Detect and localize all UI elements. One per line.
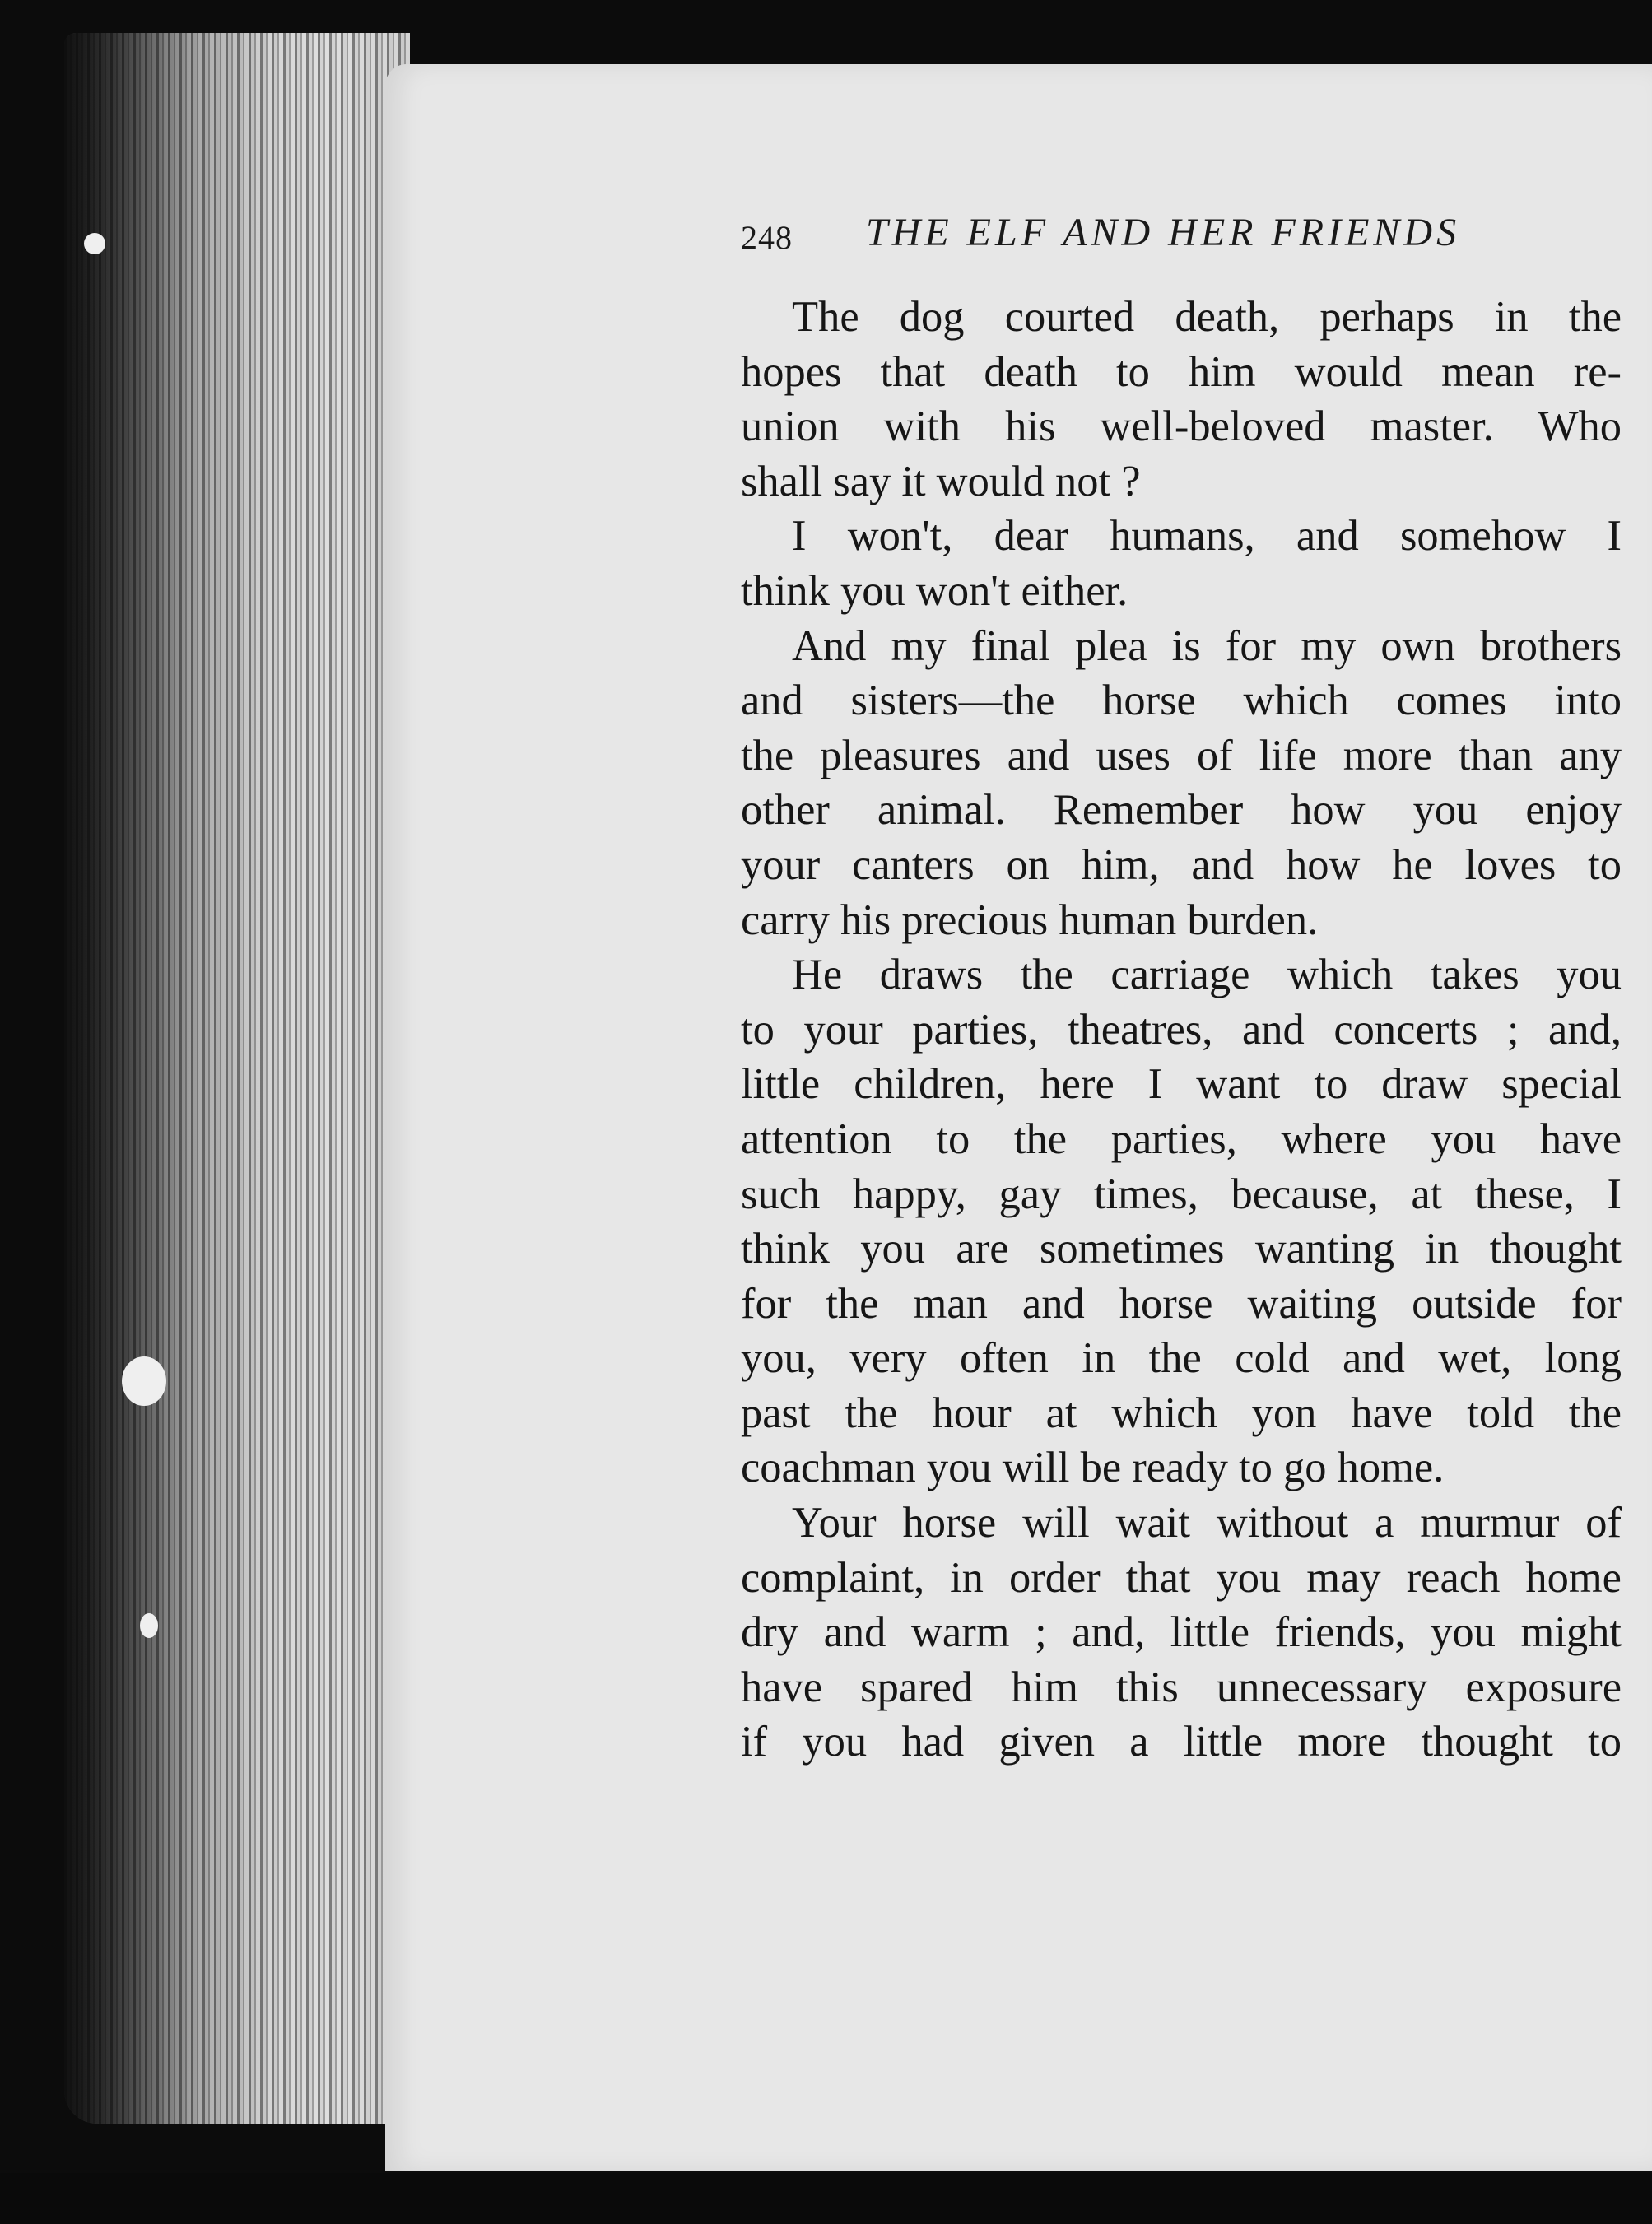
text-line: little children, here I want to draw special bbox=[741, 1060, 1622, 1109]
paragraph bbox=[741, 1496, 1622, 1770]
text-line: for the man and horse waiting outside for bbox=[741, 1279, 1622, 1328]
text-line: I won't, dear humans, and somehow I bbox=[792, 512, 1622, 561]
text-line: the pleasures and uses of life more than any bbox=[741, 731, 1622, 779]
text-line: carry his precious human burden. bbox=[741, 896, 1319, 944]
text-line: you, very often in the cold and wet, long bbox=[741, 1334, 1622, 1383]
page-number: 248 bbox=[741, 219, 793, 256]
text-line: attention to the parties, where you have bbox=[741, 1114, 1622, 1163]
paragraph bbox=[741, 619, 1622, 948]
text-line: complaint, in order that you may reach home bbox=[741, 1553, 1622, 1602]
text-line: think you won't either. bbox=[741, 566, 1128, 615]
page-edges-shadow bbox=[64, 33, 410, 2124]
text-line: have spared him this unnecessary exposure bbox=[741, 1663, 1622, 1711]
text-line: to your parties, theatres, and concerts ; and, bbox=[741, 1005, 1622, 1054]
book-title: THE ELF AND HER FRIENDS bbox=[866, 211, 1461, 254]
text-line: hopes that death to him would mean re- bbox=[741, 347, 1622, 396]
text-line: dry and warm ; and, little friends, you might bbox=[741, 1608, 1622, 1657]
text-line: The dog courted death, perhaps in the bbox=[792, 293, 1622, 341]
paragraph bbox=[741, 509, 1622, 618]
text-line: coachman you will be ready to go home. bbox=[741, 1444, 1445, 1492]
scan-artifact-spot bbox=[84, 233, 105, 254]
text-line: think you are sometimes wanting in thought bbox=[741, 1225, 1622, 1273]
text-line: He draws the carriage which takes you bbox=[792, 951, 1622, 999]
text-line: other animal. Remember how you enjoy bbox=[741, 786, 1622, 835]
text-line: past the hour at which yon have told the bbox=[741, 1389, 1622, 1437]
text-line: if you had given a little more thought to bbox=[741, 1718, 1622, 1766]
paragraph bbox=[741, 290, 1622, 509]
text-line: And my final plea is for my own brothers bbox=[792, 621, 1622, 670]
text-line: such happy, gay times, because, at these, I bbox=[741, 1170, 1622, 1218]
scan-artifact-spot bbox=[140, 1613, 158, 1638]
scan-artifact-spot bbox=[122, 1356, 166, 1406]
text-line: Your horse will wait without a murmur of bbox=[792, 1499, 1622, 1547]
text-line: shall say it would not ? bbox=[741, 457, 1141, 505]
paragraph bbox=[741, 947, 1622, 1496]
scan-bottom-border bbox=[0, 2173, 1652, 2224]
text-line: union with his well-beloved master. Who bbox=[741, 402, 1622, 451]
body-text bbox=[741, 290, 1622, 1770]
text-line: your canters on him, and how he loves to bbox=[741, 840, 1622, 889]
text-line: and sisters—the horse which comes into bbox=[741, 677, 1622, 725]
running-head bbox=[741, 210, 1613, 268]
